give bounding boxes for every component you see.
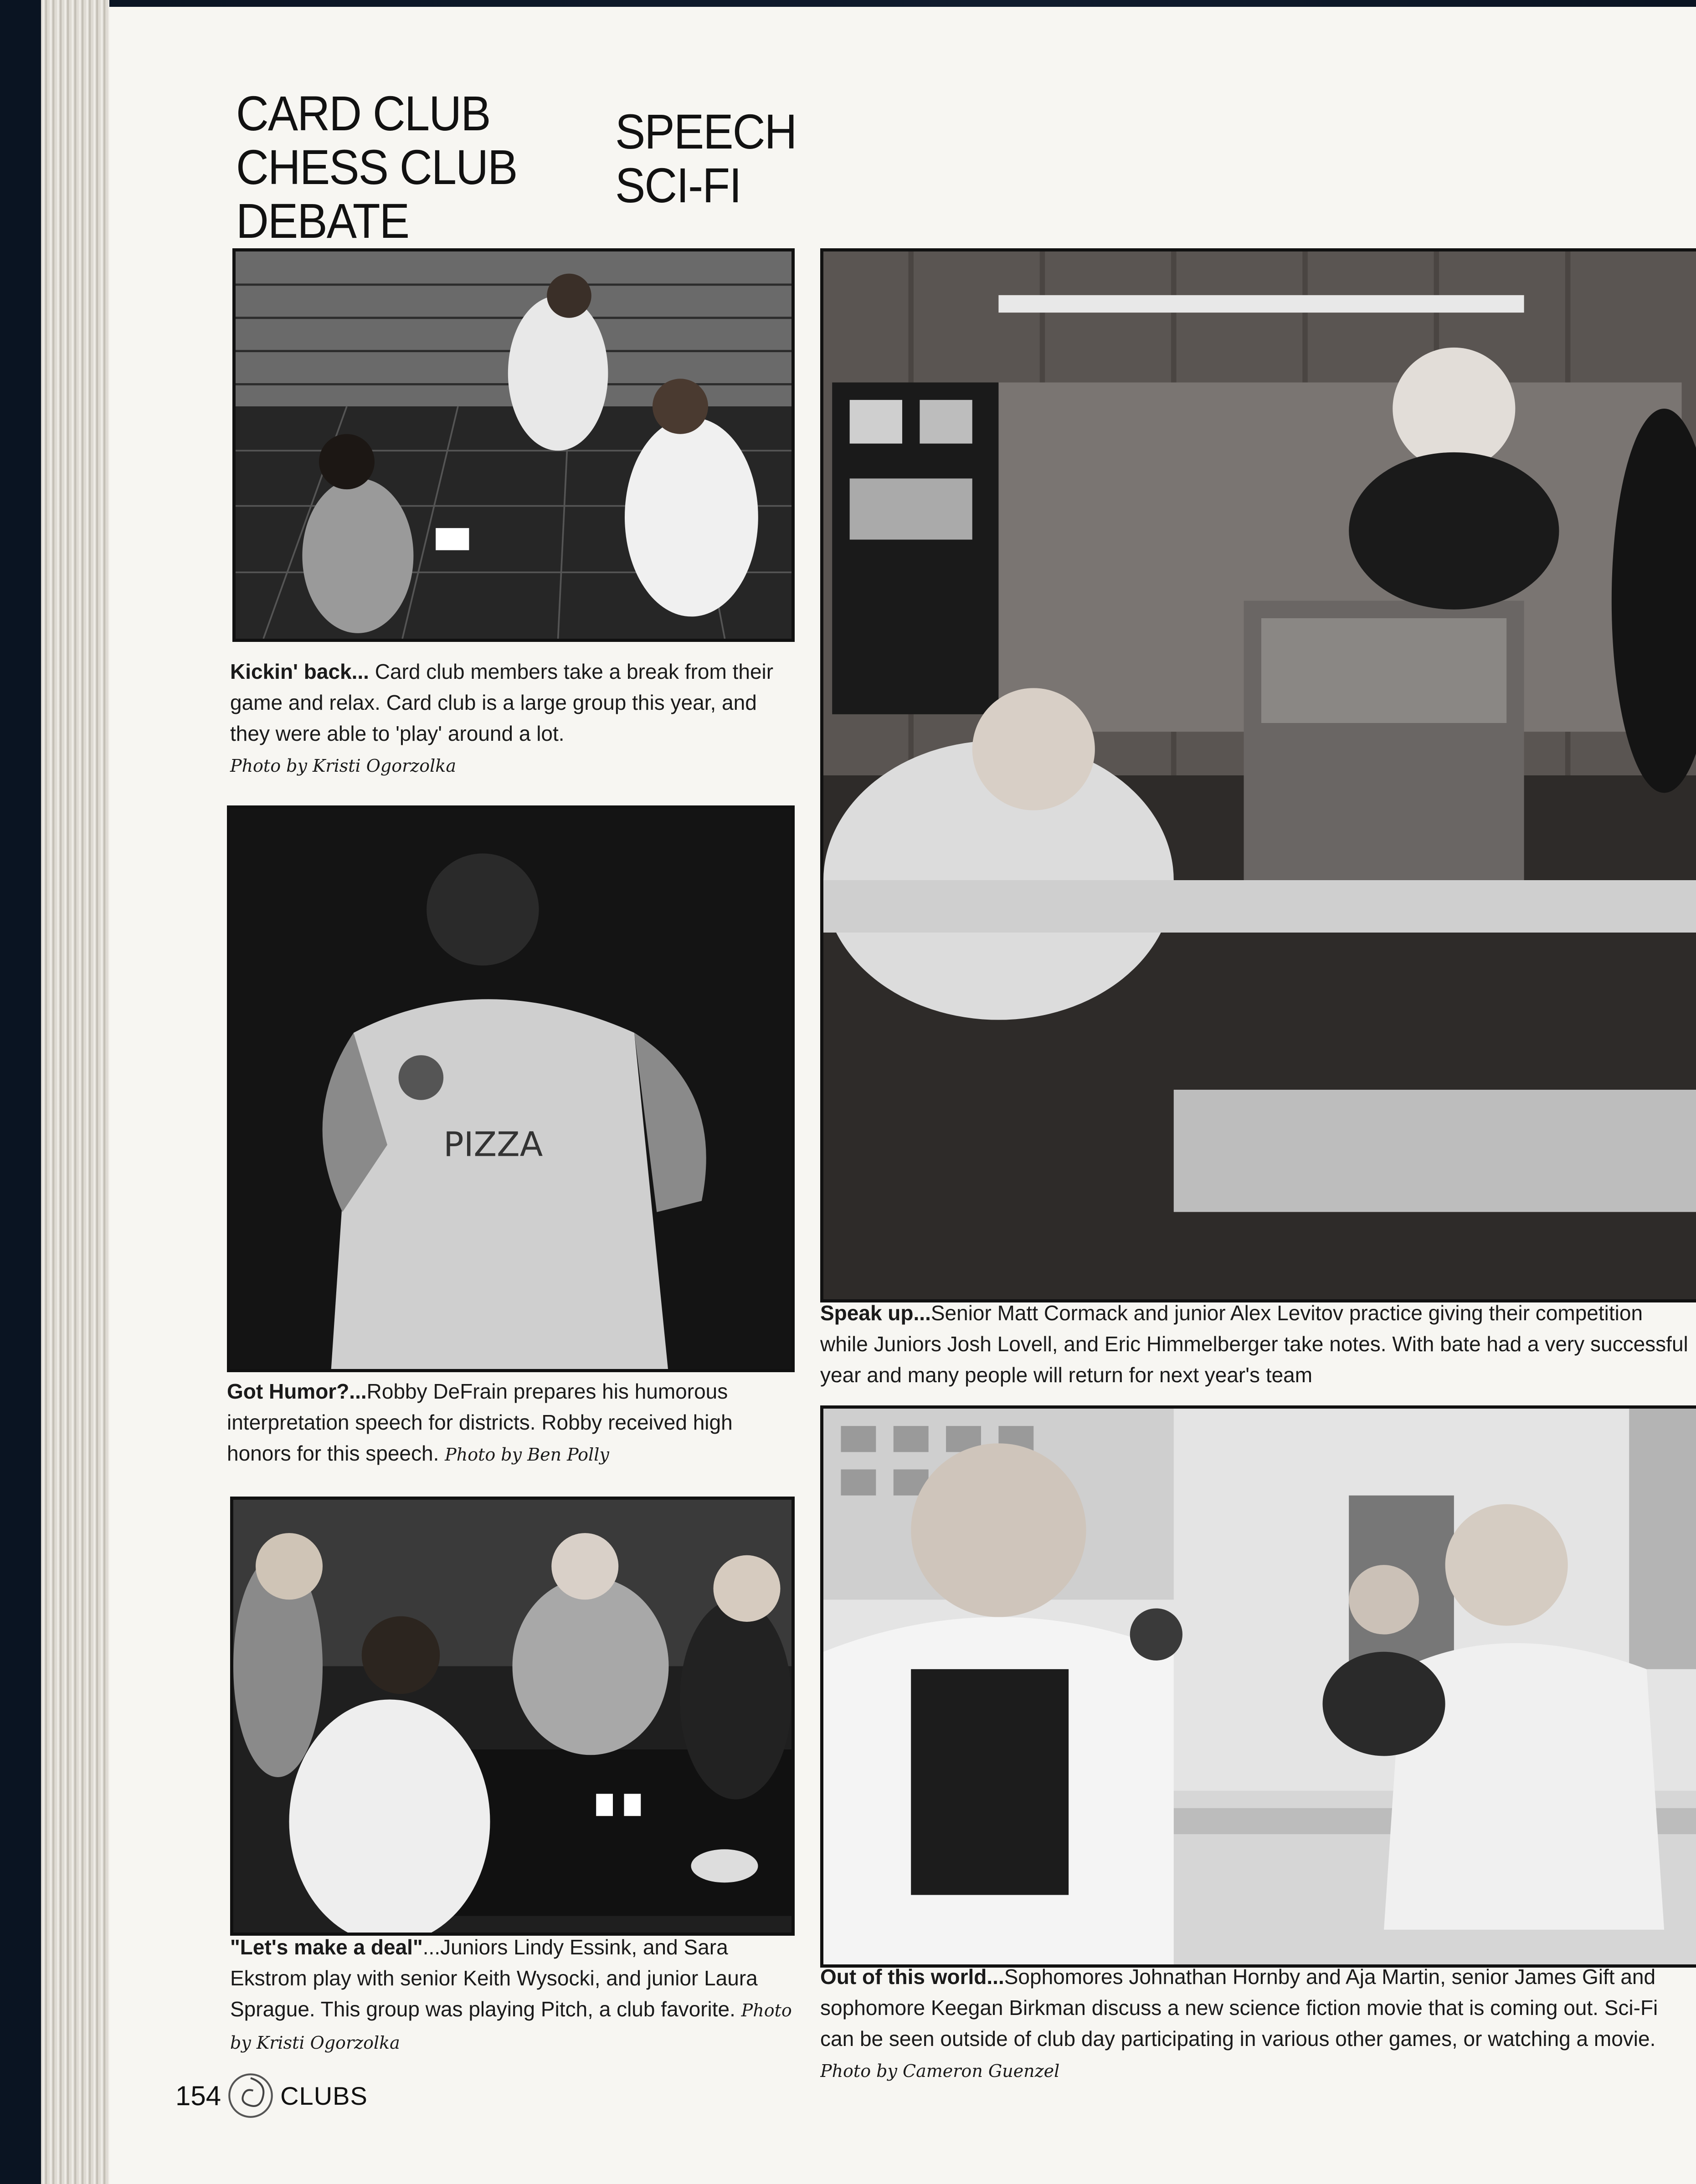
sci-fi-photo (820, 1405, 1696, 1968)
sci-fi-caption (820, 1961, 1696, 2087)
photo-credit: Photo by Ben Polly (445, 1445, 609, 1465)
caption-text: Senior Matt Cormack and junior Alex Levitov practice giving their competition while Juniors Josh Lovell, and Eric Himmelberger take notes. With bate had a very successful year and many people will return for next year's team (820, 1301, 1688, 1387)
club-list-left (236, 87, 541, 248)
club-title: SPEECH (615, 104, 797, 159)
card-game-photo (230, 1497, 795, 1936)
card-club-photo (232, 248, 795, 642)
humor-caption (227, 1376, 792, 1470)
caption-lead: Kickin' back... (230, 660, 369, 683)
photo-credit: Photo by Cameron Guenzel (820, 2061, 1060, 2081)
page-number: 154 (175, 2080, 221, 2111)
club-title: SCI-FI (615, 158, 741, 213)
swirl-ornament-icon (226, 2071, 276, 2121)
caption-lead: Out of this world... (820, 1965, 1004, 1989)
section-label: CLUBS (280, 2081, 368, 2110)
caption-text: Robby DeFrain prepares his humorous interpretation speech for districts. Robby received high honors for this speech. (227, 1379, 733, 1465)
speech-practice-photo (820, 248, 1696, 1302)
club-title: DEBATE (236, 193, 409, 248)
photo-credit: Photo by Kristi Ogorzolka (230, 756, 456, 776)
svg-text:PIZZA: PIZZA (443, 1125, 543, 1164)
book-spine (41, 0, 109, 2184)
photo-credit: Photo by Kristi Ogorzolka (230, 2000, 792, 2053)
caption-text: ...Juniors Lindy Essink, and Sara Ekstrom play with senior Keith Wysocki, and junior Laura Sprague. This group was playing Pitch, a club favorite. (230, 1935, 758, 2021)
caption-text: Card club members take a break from their game and relax. Card club is a large group this year, and they were able to 'play' around a lot. (230, 660, 774, 745)
page-folio (175, 2071, 368, 2121)
club-list-right (615, 105, 812, 212)
speech-caption (820, 1297, 1696, 1390)
caption-lead: "Let's make a deal" (230, 1935, 423, 1959)
club-title: CHESS CLUB (236, 139, 517, 195)
caption-text: Sophomores Johnathan Hornby and Aja Martin, senior James Gift and sophomore Keegan Birkman discuss a new science fiction movie that is coming out. Sci-Fi can be seen outside of club day participating in various other games, or watching a movie. (820, 1965, 1658, 2051)
humor-speech-photo (227, 805, 795, 1372)
card-club-caption (230, 656, 795, 781)
caption-lead: Got Humor?... (227, 1379, 367, 1403)
card-game-caption (230, 1932, 795, 2058)
caption-lead: Speak up... (820, 1301, 931, 1325)
club-title: CARD CLUB (236, 86, 490, 141)
